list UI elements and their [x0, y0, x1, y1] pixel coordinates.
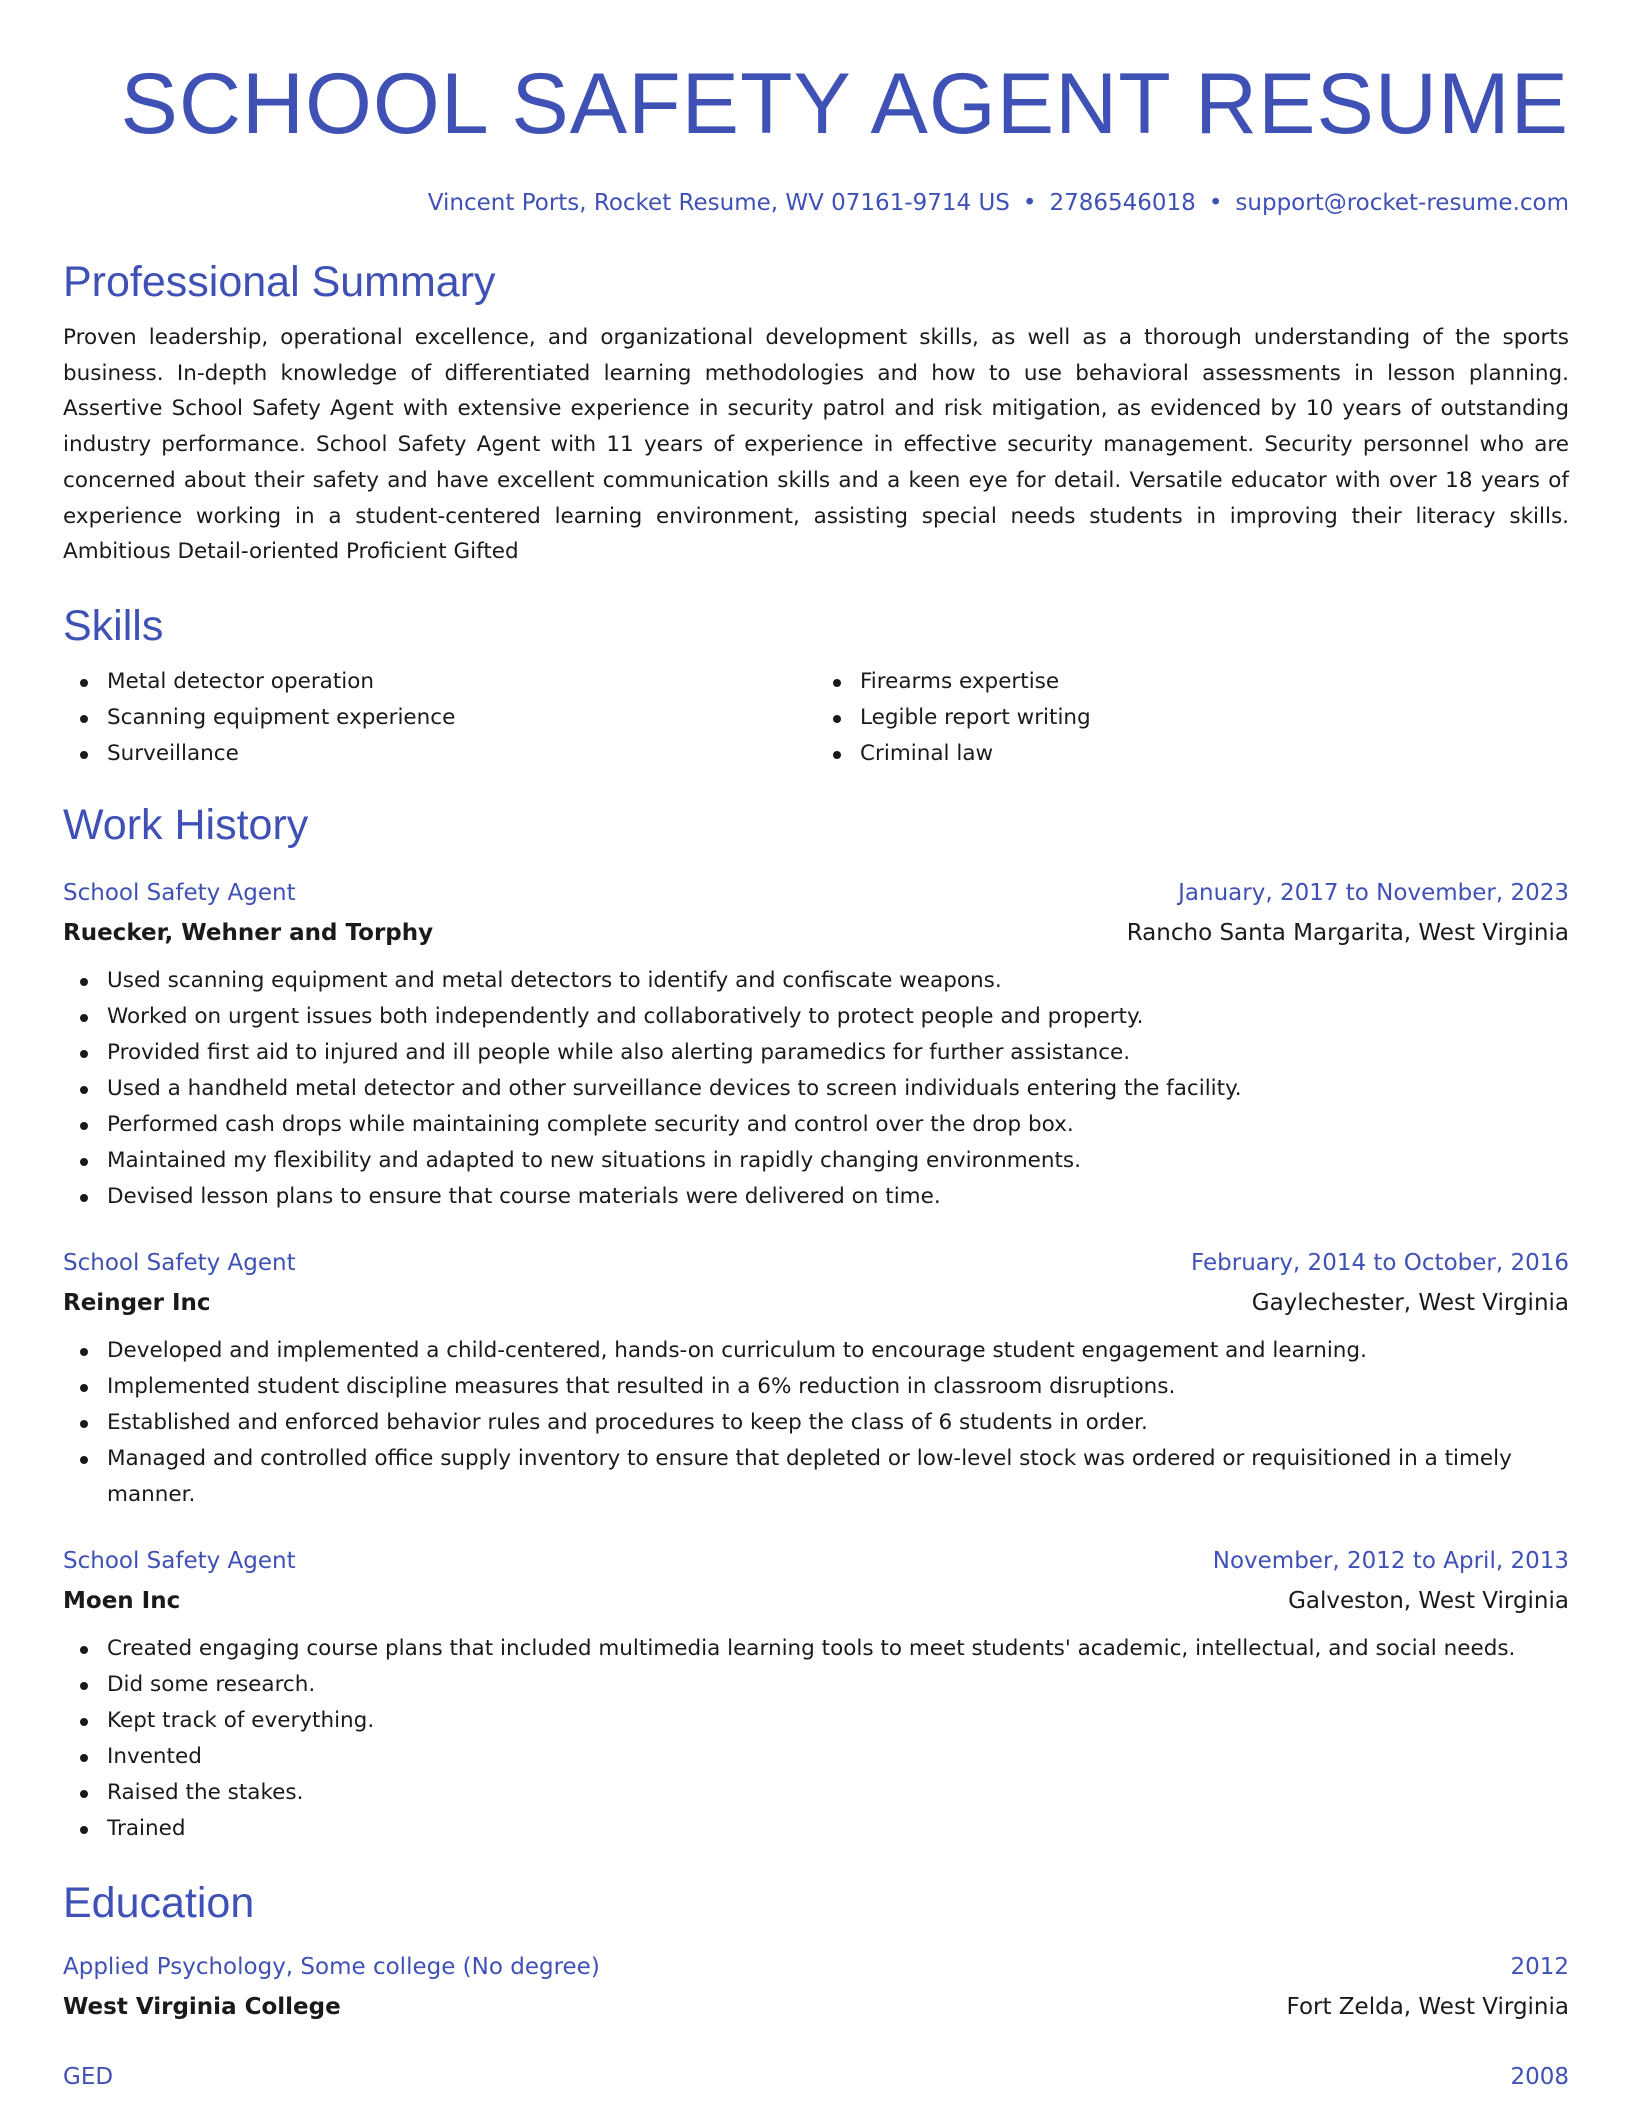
education-school-row — [63, 1987, 1569, 2027]
job-bullet: Used a handheld metal detector and other surveillance devices to screen individuals entering the facility. — [107, 1071, 1569, 1107]
contact-line — [63, 188, 1569, 218]
job-bullets — [63, 1631, 1569, 1847]
job-company-row — [63, 1283, 1569, 1323]
work-history-section — [63, 799, 1569, 1847]
job-title: School Safety Agent — [63, 879, 296, 906]
job-title-row — [63, 1243, 1569, 1283]
job-dates: February, 2014 to October, 2016 — [1191, 1249, 1569, 1276]
skill-item: Firearms expertise — [860, 664, 1569, 700]
job-title: School Safety Agent — [63, 1249, 296, 1276]
job-company-row — [63, 913, 1569, 953]
job-bullet: Kept track of everything. — [107, 1703, 1569, 1739]
skill-item: Metal detector operation — [107, 664, 816, 700]
job-entry — [63, 1541, 1569, 1847]
education-heading: Education — [63, 1878, 255, 1927]
job-title: School Safety Agent — [63, 1547, 296, 1574]
education-entry — [63, 1947, 1569, 2027]
education-entry — [63, 2057, 1569, 2097]
job-dates: November, 2012 to April, 2013 — [1212, 1547, 1569, 1574]
job-bullet: Invented — [107, 1739, 1569, 1775]
resume-title: SCHOOL SAFETY AGENT RESUME — [120, 56, 1569, 152]
job-title-row — [63, 873, 1569, 913]
skills-section — [63, 600, 1569, 772]
job-bullet: Trained — [107, 1811, 1569, 1847]
job-bullet: Managed and controlled office supply inventory to ensure that depleted or low-level stock was ordered or requisitioned in a timely manner. — [107, 1441, 1569, 1513]
education-section — [63, 1877, 1569, 2097]
education-degree-row — [63, 2057, 1569, 2097]
skill-item: Criminal law — [860, 736, 1569, 772]
job-company-row — [63, 1581, 1569, 1621]
education-degree: Applied Psychology, Some college (No degree) — [63, 1953, 600, 1980]
job-bullets — [63, 1333, 1569, 1513]
job-dates: January, 2017 to November, 2023 — [1178, 879, 1569, 906]
job-title-row — [63, 1541, 1569, 1581]
education-school: West Virginia College — [63, 1993, 341, 2020]
job-bullet: Developed and implemented a child-centered, hands-on curriculum to encourage student engagement and learning. — [107, 1333, 1569, 1369]
job-bullet: Provided first aid to injured and ill people while also alerting paramedics for further assistance. — [107, 1035, 1569, 1071]
contact-separator: • — [1208, 190, 1223, 216]
job-location: Rancho Santa Margarita, West Virginia — [1126, 919, 1569, 946]
work-history-heading: Work History — [63, 800, 309, 849]
job-company: Ruecker, Wehner and Torphy — [63, 919, 434, 946]
skills-heading: Skills — [63, 601, 164, 650]
job-entry — [63, 873, 1569, 1215]
skills-list-right — [816, 664, 1569, 772]
contact-phone: 2786546018 — [1049, 190, 1196, 216]
job-bullet: Maintained my flexibility and adapted to new situations in rapidly changing environments. — [107, 1143, 1569, 1179]
skill-item: Legible report writing — [860, 700, 1569, 736]
education-degree-row — [63, 1947, 1569, 1987]
job-location: Gaylechester, West Virginia — [1251, 1289, 1569, 1316]
skills-grid — [63, 664, 1569, 772]
job-bullet: Created engaging course plans that included multimedia learning tools to meet students' academic, intellectual, and social needs. — [107, 1631, 1569, 1667]
job-bullets — [63, 963, 1569, 1215]
skill-item: Scanning equipment experience — [107, 700, 816, 736]
skills-list-left — [63, 664, 816, 772]
education-location: Fort Zelda, West Virginia — [1286, 1993, 1569, 2020]
job-location: Galveston, West Virginia — [1288, 1587, 1569, 1614]
job-bullet: Did some research. — [107, 1667, 1569, 1703]
job-bullet: Raised the stakes. — [107, 1775, 1569, 1811]
education-year: 2012 — [1510, 1953, 1569, 1980]
education-degree: GED — [63, 2063, 114, 2090]
job-bullet: Implemented student discipline measures that resulted in a 6% reduction in classroom disruptions. — [107, 1369, 1569, 1405]
summary-section — [63, 256, 1569, 570]
contact-email[interactable]: support@rocket-resume.com — [1235, 190, 1569, 216]
contact-address: Vincent Ports, Rocket Resume, WV 07161-9714 US — [427, 190, 1010, 216]
job-company: Reinger Inc — [63, 1289, 211, 1316]
job-bullet: Worked on urgent issues both independently and collaboratively to protect people and property. — [107, 999, 1569, 1035]
summary-text: Proven leadership, operational excellence, and organizational development skills, as well as a thorough understanding of the sports business. In-depth knowledge of differentiated learning methodologies and how to use behavioral assessments in lesson planning. Assertive School Safety Agent with extensive experience in security patrol and risk mitigation, as evidenced by 10 years of outstanding industry performance. School Safety Agent with 11 years of experience in effective security management. Security personnel who are concerned about their safety and have excellent communication skills and a keen eye for detail. Versatile educator with over 18 years of experience working in a student-centered learning environment, assisting special needs students in improving their literacy skills. Ambitious Detail-oriented Proficient Gifted — [63, 325, 1569, 565]
job-entry — [63, 1243, 1569, 1513]
job-bullet: Used scanning equipment and metal detectors to identify and confiscate weapons. — [107, 963, 1569, 999]
skill-item: Surveillance — [107, 736, 816, 772]
education-year: 2008 — [1510, 2063, 1569, 2090]
job-bullet: Established and enforced behavior rules and procedures to keep the class of 6 students in order. — [107, 1405, 1569, 1441]
job-bullet: Performed cash drops while maintaining complete security and control over the drop box. — [107, 1107, 1569, 1143]
summary-heading: Professional Summary — [63, 258, 496, 306]
job-company: Moen Inc — [63, 1587, 181, 1614]
job-bullet: Devised lesson plans to ensure that course materials were delivered on time. — [107, 1179, 1569, 1215]
contact-separator: • — [1022, 190, 1037, 216]
